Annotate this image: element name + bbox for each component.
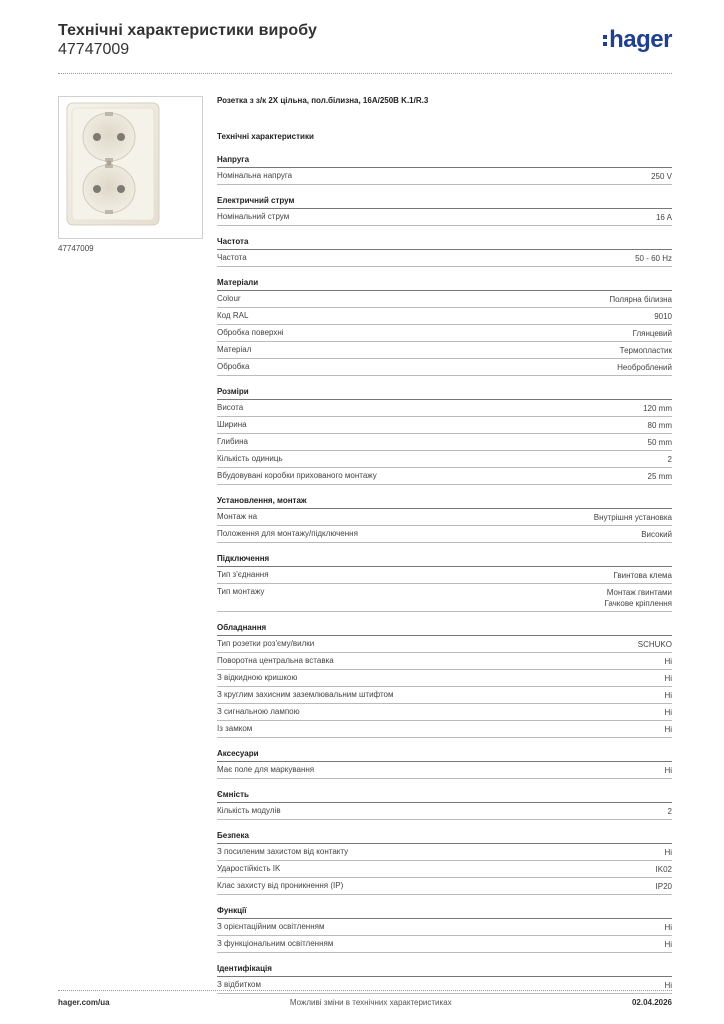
spec-value: 50 - 60 Hz: [635, 254, 672, 263]
spec-label: Положення для монтажу/підключення: [217, 529, 358, 538]
spec-label: Частота: [217, 253, 247, 262]
spec-label: З орієнтаційним освітленням: [217, 922, 325, 931]
spec-group-title: Ємність: [217, 790, 672, 803]
article-number: 47747009: [58, 41, 130, 58]
spec-value: 2: [667, 455, 672, 464]
spec-group: [217, 278, 672, 376]
spec-group-title: Функції: [217, 906, 672, 919]
spec-group: [217, 387, 672, 485]
spec-row: [217, 400, 672, 417]
spec-value: IP20: [655, 882, 672, 891]
spec-row: [217, 919, 672, 936]
spec-row: [217, 468, 672, 485]
spec-label: Тип з'єднання: [217, 570, 269, 579]
spec-group: [217, 906, 672, 953]
logo-dots-icon: [603, 35, 607, 46]
footer-website-link[interactable]: hager.com/ua: [58, 998, 110, 1007]
spec-row: [217, 878, 672, 895]
spec-group-title: Аксесуари: [217, 749, 672, 762]
page-footer: [58, 998, 672, 1007]
spec-value: 50 mm: [647, 438, 672, 447]
spec-row: [217, 209, 672, 226]
spec-group-title: Безпека: [217, 831, 672, 844]
spec-group: [217, 496, 672, 543]
spec-value: 80 mm: [647, 421, 672, 430]
spec-label: Має поле для маркування: [217, 765, 315, 774]
spec-label: Код RAL: [217, 311, 249, 320]
spec-value: Ні: [664, 766, 672, 775]
spec-label: З відбитком: [217, 980, 262, 989]
spec-label: Глибина: [217, 437, 248, 446]
spec-row: [217, 291, 672, 308]
spec-label: Номінальний струм: [217, 212, 290, 221]
spec-label: Кількість одиниць: [217, 454, 283, 463]
spec-group-title: Обладнання: [217, 623, 672, 636]
spec-value: 250 V: [651, 172, 672, 181]
spec-row: [217, 762, 672, 779]
footer-notice: Можливі зміни в технічних характеристиках: [289, 998, 452, 1007]
spec-group: [217, 790, 672, 820]
spec-value: Гвинтова клема: [613, 571, 672, 580]
spec-label: Із замком: [217, 724, 253, 733]
header-divider: [58, 73, 672, 74]
spec-row: [217, 308, 672, 325]
spec-value: Ні: [664, 940, 672, 949]
spec-value: Ні: [664, 657, 672, 666]
spec-group-title: Частота: [217, 237, 672, 250]
spec-row: [217, 509, 672, 526]
spec-label: Ударостійкість IK: [217, 864, 281, 873]
spec-group-title: Ідентифікація: [217, 964, 672, 977]
spec-label: З посиленим захистом від контакту: [217, 847, 349, 856]
spec-label: Клас захисту від проникнення (IP): [217, 881, 344, 890]
spec-group-title: Матеріали: [217, 278, 672, 291]
spec-row: [217, 803, 672, 820]
spec-label: З функціональним освітленням: [217, 939, 334, 948]
spec-groups: [217, 155, 672, 994]
spec-group: [217, 623, 672, 738]
spec-label: Матеріал: [217, 345, 252, 354]
spec-value: Ні: [664, 725, 672, 734]
spec-label: З круглим захисним заземлювальним штифтом: [217, 690, 394, 699]
spec-row: [217, 250, 672, 267]
logo-text: hager: [609, 26, 672, 53]
spec-row: [217, 687, 672, 704]
spec-label: Номінальна напруга: [217, 171, 293, 180]
spec-value: Ні: [664, 923, 672, 932]
spec-row: [217, 653, 672, 670]
spec-group: [217, 554, 672, 612]
spec-label: Тип розетки роз'єму/вилки: [217, 639, 315, 648]
spec-row: [217, 704, 672, 721]
spec-value: 120 mm: [643, 404, 672, 413]
spec-label: Вбудовувані коробки прихованого монтажу: [217, 471, 377, 480]
spec-label: Обробка поверхні: [217, 328, 284, 337]
spec-group-title: Установлення, монтаж: [217, 496, 672, 509]
specs-heading: Технічні характеристики: [217, 132, 314, 141]
spec-group-title: Розміри: [217, 387, 672, 400]
image-caption: 47747009: [58, 244, 94, 253]
spec-value: Термопластик: [619, 346, 672, 355]
spec-label: Висота: [217, 403, 244, 412]
spec-value: Монтаж гвинтами Гачкове кріплення: [604, 588, 672, 608]
spec-row: [217, 584, 672, 612]
spec-row: [217, 417, 672, 434]
spec-group: [217, 749, 672, 779]
spec-group: [217, 831, 672, 895]
spec-group-title: Електричний струм: [217, 196, 672, 209]
specifications-panel: [217, 96, 672, 1005]
document-header: [58, 22, 317, 59]
spec-value: Полярна білизна: [609, 295, 672, 304]
product-name: Розетка з з/к 2Х цільна, пол.білизна, 16A/250В K.1/R.3: [217, 96, 429, 105]
spec-row: [217, 636, 672, 653]
spec-row: [217, 434, 672, 451]
spec-value: Високий: [641, 530, 672, 539]
spec-label: З відкидною кришкою: [217, 673, 298, 682]
spec-row: [217, 721, 672, 738]
spec-row: [217, 844, 672, 861]
footer-divider: [58, 990, 672, 991]
spec-row: [217, 526, 672, 543]
spec-value: IK02: [655, 865, 672, 874]
spec-value: Ні: [664, 708, 672, 717]
spec-value: 2: [667, 807, 672, 816]
spec-row: [217, 451, 672, 468]
footer-date: 02.04.2026: [631, 998, 672, 1007]
spec-group-title: Напруга: [217, 155, 672, 168]
spec-group-title: Підключення: [217, 554, 672, 567]
spec-label: Поворотна центральна вставка: [217, 656, 334, 665]
spec-value: Ні: [664, 691, 672, 700]
spec-group: [217, 196, 672, 226]
spec-label: Ширина: [217, 420, 247, 429]
spec-label: Тип монтажу: [217, 587, 265, 596]
spec-value: SCHUKO: [637, 640, 672, 649]
socket-outlet-icon: [59, 97, 202, 238]
spec-group: [217, 155, 672, 185]
spec-value: Необроблений: [617, 363, 672, 372]
spec-value: 16 A: [655, 213, 672, 222]
spec-group: [217, 237, 672, 267]
spec-row: [217, 567, 672, 584]
spec-label: Монтаж на: [217, 512, 258, 521]
spec-row: [217, 359, 672, 376]
spec-value: Ні: [664, 848, 672, 857]
spec-value: 9010: [654, 312, 672, 321]
spec-label: З сигнальною лампою: [217, 707, 300, 716]
spec-label: Кількість модулів: [217, 806, 281, 815]
spec-row: [217, 977, 672, 994]
document-title: Технічні характеристики виробу: [58, 22, 317, 39]
spec-value: Глянцевий: [632, 329, 672, 338]
spec-value: Ні: [664, 674, 672, 683]
spec-label: Обробка: [217, 362, 250, 371]
spec-label: Colour: [217, 294, 241, 303]
spec-value: Ні: [664, 981, 672, 990]
spec-row: [217, 168, 672, 185]
spec-row: [217, 936, 672, 953]
spec-row: [217, 670, 672, 687]
hager-logo: [603, 28, 672, 52]
spec-row: [217, 325, 672, 342]
spec-row: [217, 861, 672, 878]
spec-value: Внутрішня установка: [593, 513, 672, 522]
product-image: [58, 96, 203, 239]
spec-value: 25 mm: [647, 472, 672, 481]
spec-row: [217, 342, 672, 359]
